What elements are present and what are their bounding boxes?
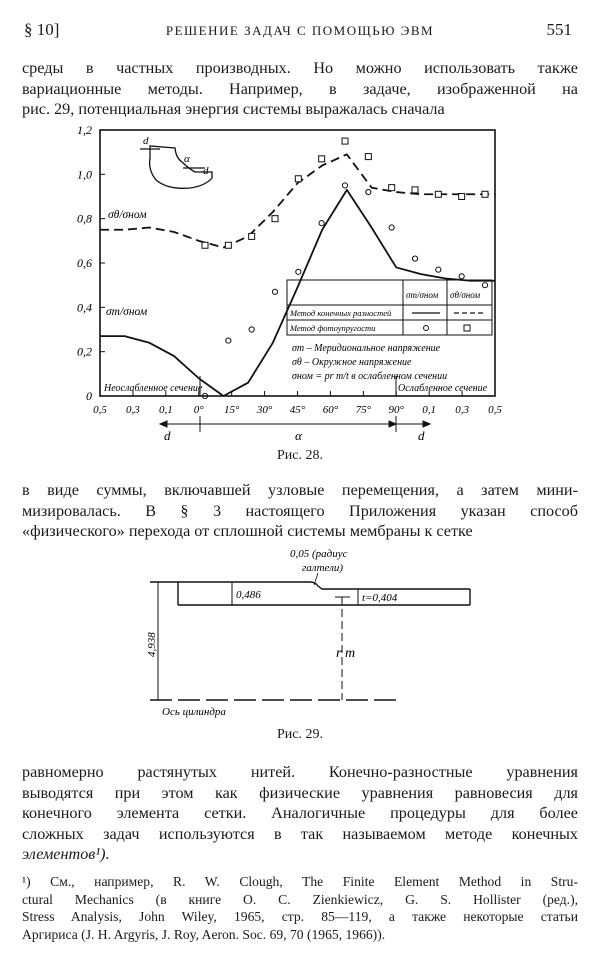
x-tick-label: 0° xyxy=(193,404,204,416)
sigma-theta-photo-point xyxy=(435,191,441,197)
sigma-theta-photo-point xyxy=(365,154,371,160)
table-col2: σθ/σном xyxy=(450,290,481,300)
sigma-theta-photo-point xyxy=(482,191,488,197)
radius-label-1: 0,05 (радиус xyxy=(290,548,348,560)
axis-label: Ось цилиндра xyxy=(162,706,226,718)
dim-thin-label: 0,486 xyxy=(236,589,261,601)
x-tick-label: 45° xyxy=(289,404,306,416)
sigma-theta-photo-point xyxy=(295,176,301,182)
sigma-theta-photo-point xyxy=(319,156,325,162)
dim-total-label: 4,938 xyxy=(146,632,158,657)
paragraph-3 xyxy=(22,762,578,865)
sigma-m-photo-point xyxy=(412,256,417,261)
inset-alpha-label: α xyxy=(184,153,190,165)
sigma-theta-photo-point xyxy=(389,185,395,191)
x-tick-label: 0,1 xyxy=(158,404,173,416)
x-label-right-d: d xyxy=(418,428,425,443)
sigma-theta-photo-point xyxy=(459,194,465,200)
footnote-line: Stress Analysis, John Wiley, 1965, стр. 85—119, а также некоторые статьи xyxy=(22,909,578,924)
x-tick-label: 0,3 xyxy=(455,404,469,416)
dim-t-label: t=0,404 xyxy=(362,592,398,604)
x-tick-label: 75° xyxy=(355,404,372,416)
footnote-line: Аргириса (J. H. Argyris, J. Roy, Aeron. Soc. 69, 70 (1965, 1966)). xyxy=(22,926,386,942)
text-line: элементов¹). xyxy=(22,845,110,863)
sigma-theta-curve xyxy=(100,154,495,247)
y-tick-label: 0 xyxy=(86,389,92,403)
sigma-theta-photo-point xyxy=(412,187,418,193)
text-line: вариационные методы. Например, в задаче, изображенной на xyxy=(22,79,578,98)
sigma-m-photo-point xyxy=(366,189,371,194)
figure-29-diagram xyxy=(0,545,600,725)
running-title: РЕШЕНИЕ ЗАДАЧ С ПОМОЩЬЮ ЭВМ xyxy=(165,23,435,38)
sigma-m-photo-point xyxy=(459,274,464,279)
table-row1: Метод конечных разностей xyxy=(290,308,392,318)
x-tick-label: 0,3 xyxy=(126,404,140,416)
text-line: среды в частных производных. Но можно использовать также xyxy=(22,59,578,77)
text-line: сложных задач используются в так называемом методе конечных xyxy=(22,824,578,843)
legend-line-3: σном = pr m/t в ослабленном сечении xyxy=(292,371,448,382)
paragraph-1 xyxy=(22,58,578,120)
footnote-line: ¹) См., например, R. W. Clough, The Finite Element Method in Stru- xyxy=(22,874,578,889)
sigma-theta-photo-point xyxy=(249,233,255,239)
y-tick-label: 0,8 xyxy=(77,211,92,226)
sigma-theta-photo-point xyxy=(272,216,278,222)
table-col1: σm/σном xyxy=(406,290,439,300)
section-number: § 10] xyxy=(24,20,60,39)
inset-d1-label: d xyxy=(143,135,149,147)
text-line: выводятся при этом как физические уравнения равновесия для xyxy=(22,783,578,802)
x-tick-label: 0,5 xyxy=(488,404,502,416)
y-tick-label: 0,4 xyxy=(77,300,92,315)
notch-inset xyxy=(140,146,212,188)
x-label-left-d: d xyxy=(164,428,171,443)
text-line: в виде суммы, включавшей узловые перемещения, а затем мини- xyxy=(22,481,578,499)
x-tick-label: 60° xyxy=(322,404,339,416)
sigma-m-photo-point xyxy=(296,269,301,274)
weakened-label: Ослабленное сечение xyxy=(398,383,488,394)
figure-29-caption: Рис. 29. xyxy=(277,727,323,742)
text-line: равномерно растянутых нитей. Конечно-разностные уравнения xyxy=(22,763,578,781)
footnote-line: ctural Mechanics (в книге O. C. Zienkiewicz, G. S. Hollister (ред.), xyxy=(22,891,578,907)
sigma-theta-label: σθ/σном xyxy=(108,209,147,221)
sigma-theta-photo-point xyxy=(202,242,208,248)
sigma-m-photo-point xyxy=(319,221,324,226)
x-tick-label: 15° xyxy=(223,404,240,416)
page-number: 551 xyxy=(546,20,572,39)
radius-label-2: галтели) xyxy=(302,562,344,574)
sigma-m-label: σm/σном xyxy=(106,306,148,318)
text-line: мизировалась. В § 3 настоящего Приложения указан способ xyxy=(22,501,578,520)
y-tick-label: 1,0 xyxy=(77,167,92,182)
sigma-m-photo-point xyxy=(249,327,254,332)
inset-d2-label: d xyxy=(203,165,209,177)
x-tick-label: 0,1 xyxy=(422,404,437,416)
rm-label: r m xyxy=(336,646,356,661)
sigma-m-photo-point xyxy=(272,289,277,294)
figure-28-chart xyxy=(0,118,600,448)
photo-square-sample xyxy=(464,325,470,331)
y-tick-label: 0,2 xyxy=(77,344,92,359)
sigma-m-photo-point xyxy=(342,183,347,188)
text-line: конечного элемента сетки. Аналогичные процедуры для более xyxy=(22,804,578,822)
membrane-top-edge xyxy=(178,582,470,589)
y-tick-label: 1,2 xyxy=(77,123,92,137)
sigma-m-photo-point xyxy=(436,267,441,272)
table-row2: Метод фотоупругости xyxy=(290,323,376,333)
x-tick-label: 0,5 xyxy=(93,404,107,416)
text-line: «физического» перехода от сплошной системы мембраны к сетке xyxy=(22,522,473,540)
running-header xyxy=(0,20,600,44)
legend-line-2: σθ – Окружное напряжение xyxy=(292,357,412,368)
paragraph-2 xyxy=(22,480,578,542)
photo-circle-sample xyxy=(424,326,429,331)
footnote xyxy=(22,873,578,943)
sigma-m-photo-point xyxy=(226,338,231,343)
figure-28-caption: Рис. 28. xyxy=(277,448,323,463)
x-tick-label: 90° xyxy=(388,404,404,416)
sigma-m-photo-point xyxy=(389,225,394,230)
x-tick-label: 30° xyxy=(256,404,273,416)
text-line: рис. 29, потенциальная энергия системы выражалась сначала xyxy=(22,100,445,118)
sigma-theta-photo-point xyxy=(342,138,348,144)
y-tick-label: 0,6 xyxy=(77,256,92,270)
unweakened-label: Неослабленное сечение xyxy=(104,383,203,394)
sigma-m-photo-point xyxy=(482,283,487,288)
sigma-theta-photo-point xyxy=(225,242,231,248)
x-label-alpha: α xyxy=(295,428,302,443)
legend-line-1: σm – Меридиональное напряжение xyxy=(292,343,441,354)
